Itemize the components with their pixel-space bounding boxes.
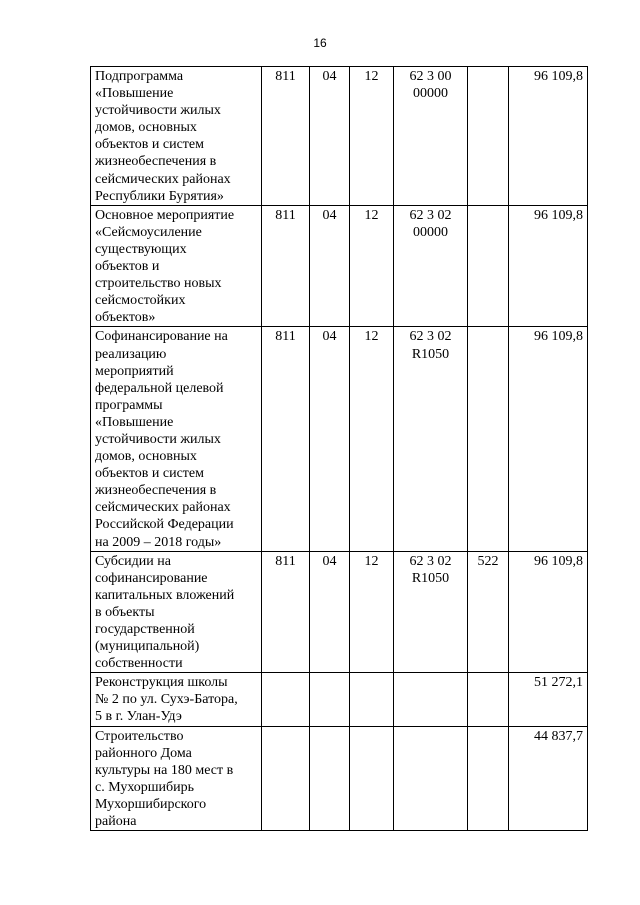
page-number: 16 — [313, 36, 327, 50]
row-expense-type-code — [468, 726, 509, 831]
row-subsection-code: 12 — [350, 67, 394, 206]
row-amount: 44 837,7 — [509, 726, 588, 831]
row-expense-type-code — [468, 67, 509, 206]
table-row — [91, 673, 588, 726]
row-grbs-code: 811 — [262, 67, 310, 206]
row-expense-type-code — [468, 673, 509, 726]
row-section-code: 04 — [310, 551, 350, 673]
row-subsection-code: 12 — [350, 205, 394, 327]
budget-table — [90, 66, 588, 831]
row-amount: 96 109,8 — [509, 205, 588, 327]
row-target-article-code: 62 3 02 00000 — [394, 205, 468, 327]
row-name: Софинансирование на реализацию мероприятий федеральной целевой программы «Повышение устойчивости жилых домов, основных объектов и систем жизнеобеспечения в сейсмических районах Российской Федерации на 2009 – 2018 годы» — [91, 327, 262, 551]
row-section-code — [310, 673, 350, 726]
row-section-code: 04 — [310, 67, 350, 206]
row-grbs-code — [262, 726, 310, 831]
row-name: Реконструкция школы № 2 по ул. Сухэ-Батора, 5 в г. Улан-Удэ — [91, 673, 262, 726]
row-name: Субсидии на софинансирование капитальных вложений в объекты государственной (муниципальной) собственности — [91, 551, 262, 673]
row-target-article-code: 62 3 02 R1050 — [394, 327, 468, 551]
row-amount: 96 109,8 — [509, 327, 588, 551]
row-name: Строительство районного Дома культуры на 180 мест в с. Мухоршибирь Мухоршибирского района — [91, 726, 262, 831]
row-target-article-code — [394, 726, 468, 831]
row-subsection-code: 12 — [350, 327, 394, 551]
row-subsection-code: 12 — [350, 551, 394, 673]
row-section-code: 04 — [310, 327, 350, 551]
row-section-code: 04 — [310, 205, 350, 327]
row-grbs-code: 811 — [262, 551, 310, 673]
row-amount: 96 109,8 — [509, 551, 588, 673]
row-expense-type-code — [468, 205, 509, 327]
row-target-article-code: 62 3 02 R1050 — [394, 551, 468, 673]
table-row — [91, 327, 588, 551]
table-row — [91, 551, 588, 673]
row-subsection-code — [350, 726, 394, 831]
table-row — [91, 67, 588, 206]
row-name: Основное мероприятие «Сейсмоусиление существующих объектов и строительство новых сейсмостойких объектов» — [91, 205, 262, 327]
row-target-article-code: 62 3 00 00000 — [394, 67, 468, 206]
row-amount: 51 272,1 — [509, 673, 588, 726]
row-target-article-code — [394, 673, 468, 726]
table-row — [91, 205, 588, 327]
row-expense-type-code — [468, 327, 509, 551]
row-subsection-code — [350, 673, 394, 726]
table-row — [91, 726, 588, 831]
row-expense-type-code: 522 — [468, 551, 509, 673]
row-grbs-code: 811 — [262, 205, 310, 327]
row-grbs-code: 811 — [262, 327, 310, 551]
row-amount: 96 109,8 — [509, 67, 588, 206]
row-section-code — [310, 726, 350, 831]
row-grbs-code — [262, 673, 310, 726]
row-name: Подпрограмма «Повышение устойчивости жилых домов, основных объектов и систем жизнеобеспечения в сейсмических районах Республики Бурятия» — [91, 67, 262, 206]
